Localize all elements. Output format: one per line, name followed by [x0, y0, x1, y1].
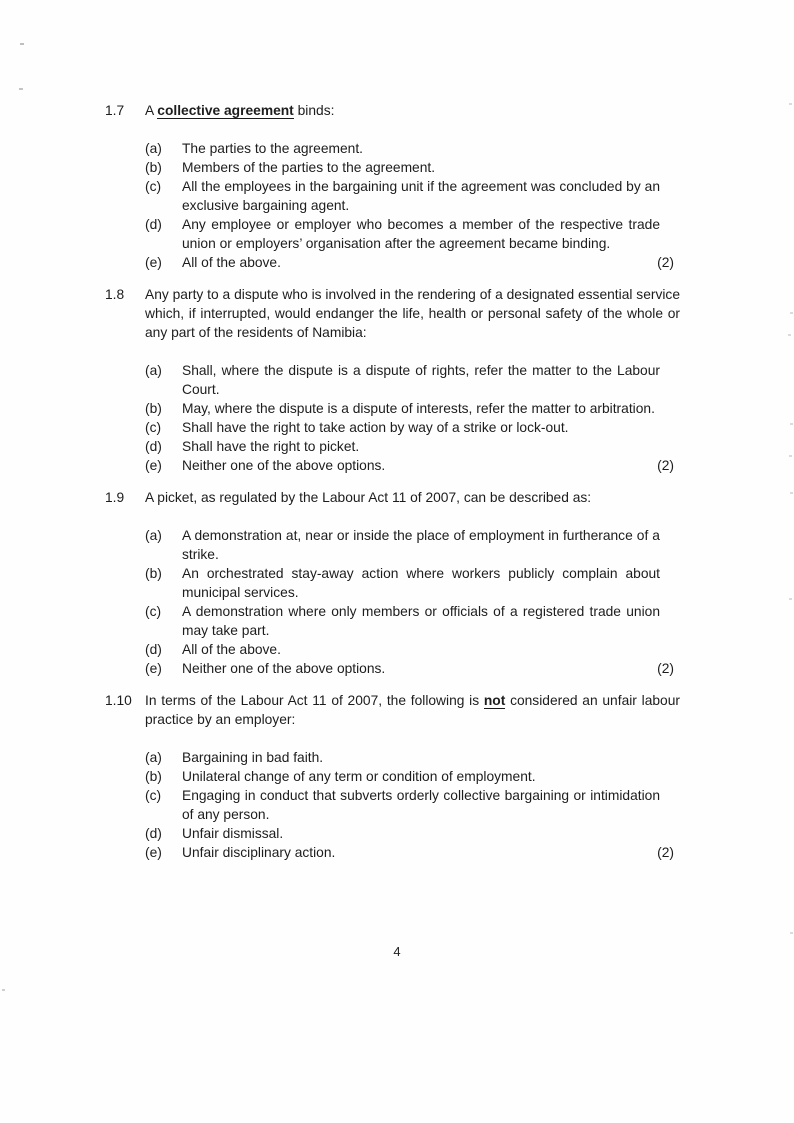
question-text-segment: considered an unfair labour practice by an employer:	[145, 693, 680, 727]
scan-artifact	[790, 423, 793, 425]
option-text: Unfair disciplinary action.	[182, 845, 336, 860]
option-row	[145, 526, 680, 564]
option-text: The parties to the agreement.	[182, 141, 363, 156]
option-text: Shall have the right to take action by way of a strike or lock-out.	[182, 420, 569, 435]
option-letter: (d)	[145, 826, 162, 841]
option-letter: (e)	[145, 661, 162, 676]
option-text: All of the above.	[182, 642, 281, 657]
option-row	[145, 253, 680, 272]
option-text: Unfair dismissal.	[182, 826, 284, 841]
option-text: All of the above.	[182, 255, 281, 270]
option-row	[145, 177, 680, 215]
question-text	[145, 101, 680, 120]
option-text: Neither one of the above options.	[182, 661, 386, 676]
option-row	[145, 640, 680, 659]
option-text: A demonstration where only members or officials of a registered trade union may take part.	[182, 604, 660, 638]
option-row	[145, 139, 680, 158]
option-text: May, where the dispute is a dispute of interests, refer the matter to arbitration.	[182, 401, 655, 416]
option-row	[145, 456, 680, 475]
option-letter: (e)	[145, 458, 162, 473]
option-letter: (a)	[145, 363, 162, 378]
scan-artifact	[790, 932, 793, 934]
question-head	[105, 488, 680, 507]
option-text: Unilateral change of any term or condition of employment.	[182, 769, 536, 784]
question-head	[105, 101, 680, 120]
question-text-segment: In terms of the Labour Act 11 of 2007, the following is	[145, 693, 484, 708]
scan-artifact	[789, 455, 792, 457]
option-text: Shall, where the dispute is a dispute of rights, refer the matter to the Labour Court.	[182, 363, 660, 397]
question-number: 1.9	[105, 490, 125, 505]
options-list	[145, 748, 680, 862]
scan-artifact	[789, 598, 792, 600]
scan-artifact	[2, 989, 5, 991]
option-letter: (b)	[145, 566, 162, 581]
scan-artifact	[19, 88, 23, 90]
option-letter: (c)	[145, 788, 162, 803]
option-letter: (b)	[145, 160, 162, 175]
option-letter: (e)	[145, 255, 162, 270]
option-letter: (a)	[145, 141, 162, 156]
option-text: Shall have the right to picket.	[182, 439, 360, 454]
marks-badge: (2)	[657, 458, 674, 473]
question-number: 1.7	[105, 103, 125, 118]
question-1-8	[105, 285, 680, 475]
option-row	[145, 843, 680, 862]
marks-badge: (2)	[657, 255, 674, 270]
option-row	[145, 158, 680, 177]
option-text: Bargaining in bad faith.	[182, 750, 324, 765]
option-letter: (c)	[145, 179, 162, 194]
option-letter: (c)	[145, 420, 162, 435]
option-letter: (d)	[145, 642, 162, 657]
option-text: An orchestrated stay-away action where workers publicly complain about municipal services.	[182, 566, 660, 600]
option-row	[145, 437, 680, 456]
question-text-segment: A	[145, 103, 158, 118]
scan-artifact	[788, 334, 791, 336]
option-row	[145, 399, 680, 418]
marks-badge: (2)	[657, 661, 674, 676]
marks-badge: (2)	[657, 845, 674, 860]
option-text: A demonstration at, near or inside the place of employment in furtherance of a strike.	[182, 528, 660, 562]
page-number: 4	[393, 944, 401, 959]
option-text: All the employees in the bargaining unit if the agreement was concluded by an exclusive bargaining agent.	[182, 179, 660, 213]
option-row	[145, 602, 680, 640]
option-letter: (b)	[145, 769, 162, 784]
option-letter: (a)	[145, 528, 162, 543]
option-row	[145, 215, 680, 253]
questions-section	[105, 101, 680, 875]
question-head	[105, 285, 680, 342]
emphasized-term: collective agreement	[157, 103, 294, 118]
question-head	[105, 691, 680, 729]
scan-artifact	[790, 492, 793, 494]
option-text: Neither one of the above options.	[182, 458, 386, 473]
options-list	[145, 139, 680, 272]
question-number: 1.8	[105, 287, 125, 302]
options-list	[145, 526, 680, 678]
option-letter: (b)	[145, 401, 162, 416]
option-row	[145, 659, 680, 678]
question-text: Any party to a dispute who is involved in the rendering of a designated essential service which, if interrupted, would endanger the life, health or personal safety of the whole or any part of the residents of Namibia:	[145, 287, 680, 340]
question-text-segment: binds:	[293, 103, 335, 118]
option-letter: (d)	[145, 439, 162, 454]
options-list	[145, 361, 680, 475]
scan-artifact	[789, 103, 792, 105]
question-1-10	[105, 691, 680, 862]
scan-artifact	[20, 43, 24, 45]
question-1-7	[105, 101, 680, 272]
option-row	[145, 767, 680, 786]
option-row	[145, 786, 680, 824]
option-row	[145, 824, 680, 843]
question-1-9	[105, 488, 680, 678]
option-letter: (d)	[145, 217, 162, 232]
option-row	[145, 748, 680, 767]
question-text	[145, 691, 680, 729]
question-number: 1.10	[105, 693, 132, 708]
option-text: Engaging in conduct that subverts orderly collective bargaining or intimidation of any person.	[182, 788, 660, 822]
option-row	[145, 361, 680, 399]
scan-artifact	[790, 312, 793, 314]
option-letter: (a)	[145, 750, 162, 765]
option-row	[145, 418, 680, 437]
option-text: Members of the parties to the agreement.	[182, 160, 436, 175]
emphasized-term: not	[483, 693, 506, 708]
option-letter: (e)	[145, 845, 162, 860]
option-row	[145, 564, 680, 602]
question-text: A picket, as regulated by the Labour Act 11 of 2007, can be described as:	[145, 490, 592, 505]
option-text: Any employee or employer who becomes a member of the respective trade union or employers’ organisation after the agreement became binding.	[182, 217, 660, 251]
option-letter: (c)	[145, 604, 162, 619]
